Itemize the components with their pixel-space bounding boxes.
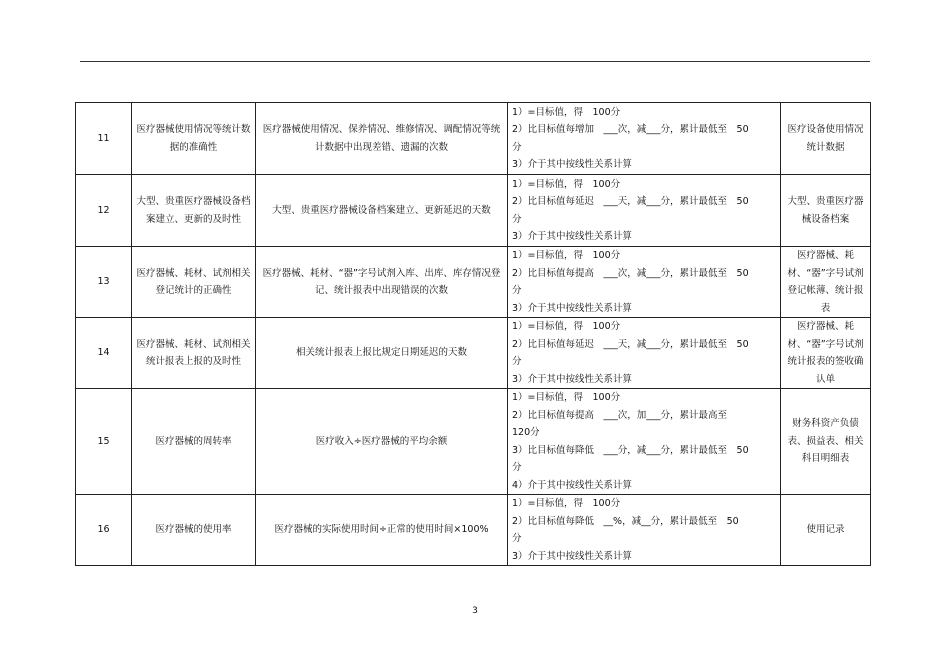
metrics-table — [75, 102, 871, 566]
criteria-line: 1）=目标值，得 100分 — [512, 250, 621, 261]
table-row — [76, 495, 871, 566]
criteria-line: 分 — [512, 462, 522, 473]
scoring-criteria — [508, 495, 781, 566]
data-source: 大型、贵重医疗器械设备档案 — [781, 175, 871, 247]
criteria-line: 分 — [512, 533, 522, 544]
criteria-line: 分 — [512, 213, 522, 225]
indicator-description: 医疗器械的实际使用时间÷正常的使用时间×100% — [256, 495, 508, 566]
criteria-line: 3）介于其中按线性关系计算 — [512, 302, 633, 314]
table-row — [76, 389, 871, 495]
indicator-description: 医疗器械使用情况、保养情况、维修情况、调配情况等统计数据中出现差错、遗漏的次数 — [256, 103, 508, 175]
data-source: 使用记录 — [781, 495, 871, 566]
page-number: 3 — [472, 606, 478, 616]
criteria-line: 分 — [512, 285, 522, 296]
criteria-line: 分 — [512, 356, 522, 367]
criteria-line: 1）=目标值，得 100分 — [512, 321, 621, 332]
criteria-line: 分 — [512, 141, 522, 153]
table-row — [76, 175, 871, 247]
criteria-line: 2）比目标值每增加 ___次，减___分，累计最低至 50 — [512, 124, 749, 135]
table-row — [76, 318, 871, 389]
row-number: 14 — [76, 318, 132, 389]
criteria-line: 3）介于其中按线性关系计算 — [512, 550, 633, 562]
indicator-description: 相关统计报表上报比规定日期延迟的天数 — [256, 318, 508, 389]
indicator-name: 医疗器械、耗材、试剂相关统计报表上报的及时性 — [132, 318, 256, 389]
indicator-name: 医疗器械使用情况等统计数据的准确性 — [132, 103, 256, 175]
criteria-line: 2）比目标值每降低 __%，减__分，累计最低至 50 — [512, 515, 739, 527]
criteria-line: 2）比目标值每提高 ___次，减___分，累计最低至 50 — [512, 267, 749, 279]
scoring-criteria — [508, 175, 781, 247]
data-source: 医疗设备使用情况统计数据 — [781, 103, 871, 175]
data-source: 医疗器械、耗材、“器”字号试剂统计报表的签收确认单 — [781, 318, 871, 389]
criteria-line: 3）介于其中按线性关系计算 — [512, 373, 633, 385]
scoring-criteria — [508, 103, 781, 175]
scoring-criteria — [508, 318, 781, 389]
table-row — [76, 247, 871, 318]
data-source: 财务科资产负债表、损益表、相关科目明细表 — [781, 389, 871, 495]
row-number: 11 — [76, 103, 132, 175]
criteria-line: 4）介于其中按线性关系计算 — [512, 479, 633, 491]
criteria-line: 120分 — [512, 427, 540, 438]
indicator-description: 医疗收入÷医疗器械的平均余额 — [256, 389, 508, 495]
scoring-criteria — [508, 389, 781, 495]
criteria-line: 2）比目标值每延迟 ___天，减___分，累计最低至 50 — [512, 338, 749, 350]
row-number: 15 — [76, 389, 132, 495]
criteria-line: 3）介于其中按线性关系计算 — [512, 231, 633, 242]
criteria-line: 2）比目标值每提高 ___次，加___分，累计最高至 — [512, 409, 728, 421]
criteria-line: 1）=目标值，得 100分 — [512, 178, 621, 190]
indicator-description: 大型、贵重医疗器械设备档案建立、更新延迟的天数 — [256, 175, 508, 247]
header-rule — [80, 61, 870, 62]
indicator-description: 医疗器械、耗材、“器”字号试剂入库、出库、库存情况登记、统计报表中出现错误的次数 — [256, 247, 508, 318]
indicator-name: 医疗器械的周转率 — [132, 389, 256, 495]
criteria-line: 3）介于其中按线性关系计算 — [512, 159, 633, 170]
criteria-line: 2）比目标值每延迟 ___天，减___分，累计最低至 50 — [512, 196, 749, 207]
row-number: 16 — [76, 495, 132, 566]
indicator-name: 医疗器械、耗材、试剂相关登记统计的正确性 — [132, 247, 256, 318]
criteria-line: 1）=目标值，得 100分 — [512, 106, 621, 118]
indicator-name: 医疗器械的使用率 — [132, 495, 256, 566]
criteria-line: 1）=目标值，得 100分 — [512, 392, 621, 403]
table-row — [76, 103, 871, 175]
row-number: 12 — [76, 175, 132, 247]
criteria-line: 3）比目标值每降低 ___分，减___分，累计最低至 50 — [512, 444, 749, 456]
row-number: 13 — [76, 247, 132, 318]
criteria-line: 1）=目标值，得 100分 — [512, 498, 621, 509]
data-source: 医疗器械、耗材、“器”字号试剂登记帐薄、统计报表 — [781, 247, 871, 318]
indicator-name: 大型、贵重医疗器械设备档案建立、更新的及时性 — [132, 175, 256, 247]
scoring-criteria — [508, 247, 781, 318]
